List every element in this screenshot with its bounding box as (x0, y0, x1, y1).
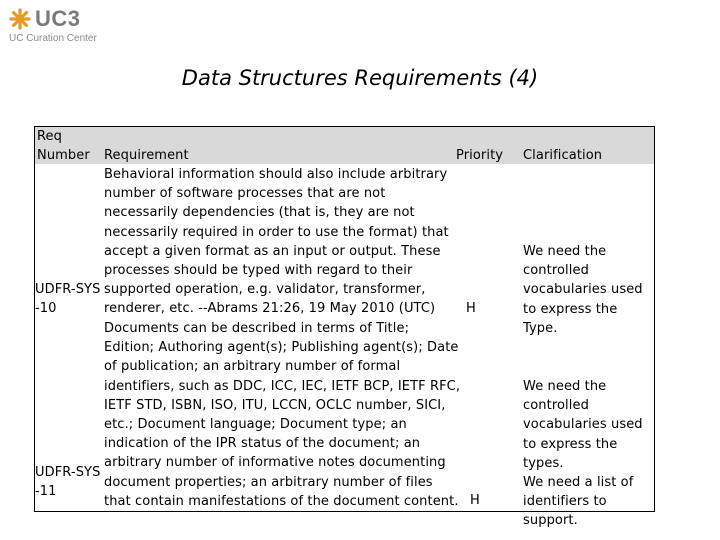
row-2-req-number (35, 463, 100, 501)
header-requirement: Requirement (104, 148, 189, 163)
requirement-line: Edition; Authoring agent(s); Publishing agent(s); Date (104, 340, 459, 356)
requirement-line: arbitrary number of informative notes documenting (104, 455, 446, 471)
clarification-line: vocabularies used (523, 417, 643, 433)
requirement-line: IETF STD, ISBN, ISO, ITU, LCCN, OCLC number, SICI, (104, 397, 446, 413)
requirement-line: accept a given format as an input or output. These (104, 243, 441, 259)
requirement-line: Behavioral information should also include arbitrary (104, 167, 448, 182)
clarification-line: We need the (523, 244, 607, 259)
requirement-line: identifiers, such as DDC, ICC, IEC, IETF BCP, IETF RFC, (104, 378, 461, 394)
header-req-number-line: Number (37, 148, 90, 163)
clarification-line: controlled (523, 398, 589, 414)
requirement-line: document properties; an arbitrary number of files (104, 474, 433, 490)
requirement-line: number of software processes that are not (104, 186, 386, 202)
asterisk-star-icon (8, 7, 32, 31)
requirement-line: Documents can be described in terms of Title; (104, 321, 410, 336)
clarification-line: to express the Type. (523, 301, 618, 336)
row-1-clarification (523, 242, 654, 338)
req-number-line: -10 (35, 301, 57, 317)
header-req-number-line: Req (37, 129, 62, 144)
clarification-line: controlled (523, 263, 589, 279)
requirement-line: supported operation, e.g. validator, transformer, (104, 282, 426, 298)
row-2-priority: H (470, 493, 480, 508)
requirement-line: etc.; Document language; Document type; an (104, 417, 407, 433)
req-number-line: UDFR-SYS (35, 465, 101, 480)
header-clarification: Clarification (523, 148, 603, 163)
requirement-line: processes should be typed with regard to their (104, 263, 413, 279)
logo-subtitle: UC Curation Center (9, 33, 97, 44)
requirement-line: necessarily required in order to use the format) that (104, 224, 449, 240)
requirement-line: that contain manifestations of the document content. (104, 493, 459, 509)
page-title: Data Structures Requirements (4) (181, 66, 539, 90)
row-1-req-number (35, 280, 100, 318)
clarification-line: We need the (523, 379, 607, 394)
header-req-number (37, 127, 90, 165)
requirement-line: of publication; an arbitrary number of formal (104, 359, 401, 375)
clarification-line: support. (523, 513, 578, 529)
row-1-priority: H (466, 301, 476, 316)
clarification-line: identifiers to (523, 494, 607, 510)
req-number-line: -11 (35, 484, 57, 500)
row-1-requirement (104, 165, 449, 319)
logo-wordmark: UC3 (35, 6, 81, 31)
req-number-line: UDFR-SYS (35, 282, 101, 297)
row-2-clarification (523, 377, 654, 531)
requirement-line: renderer, etc. --Abrams 21:26, 19 May 2010 (UTC) (104, 301, 436, 317)
requirement-line: indication of the IPR status of the document; an (104, 436, 421, 452)
clarification-line: to express the types. (523, 436, 618, 471)
uc3-logo (8, 6, 97, 44)
requirements-table (34, 126, 655, 529)
row-2-requirement (104, 319, 460, 511)
requirement-line: necessarily dependencies (that is, they are not (104, 205, 415, 221)
header-priority: Priority (456, 148, 504, 163)
clarification-line: We need a list of (523, 475, 634, 491)
clarification-line: vocabularies used (523, 282, 643, 298)
